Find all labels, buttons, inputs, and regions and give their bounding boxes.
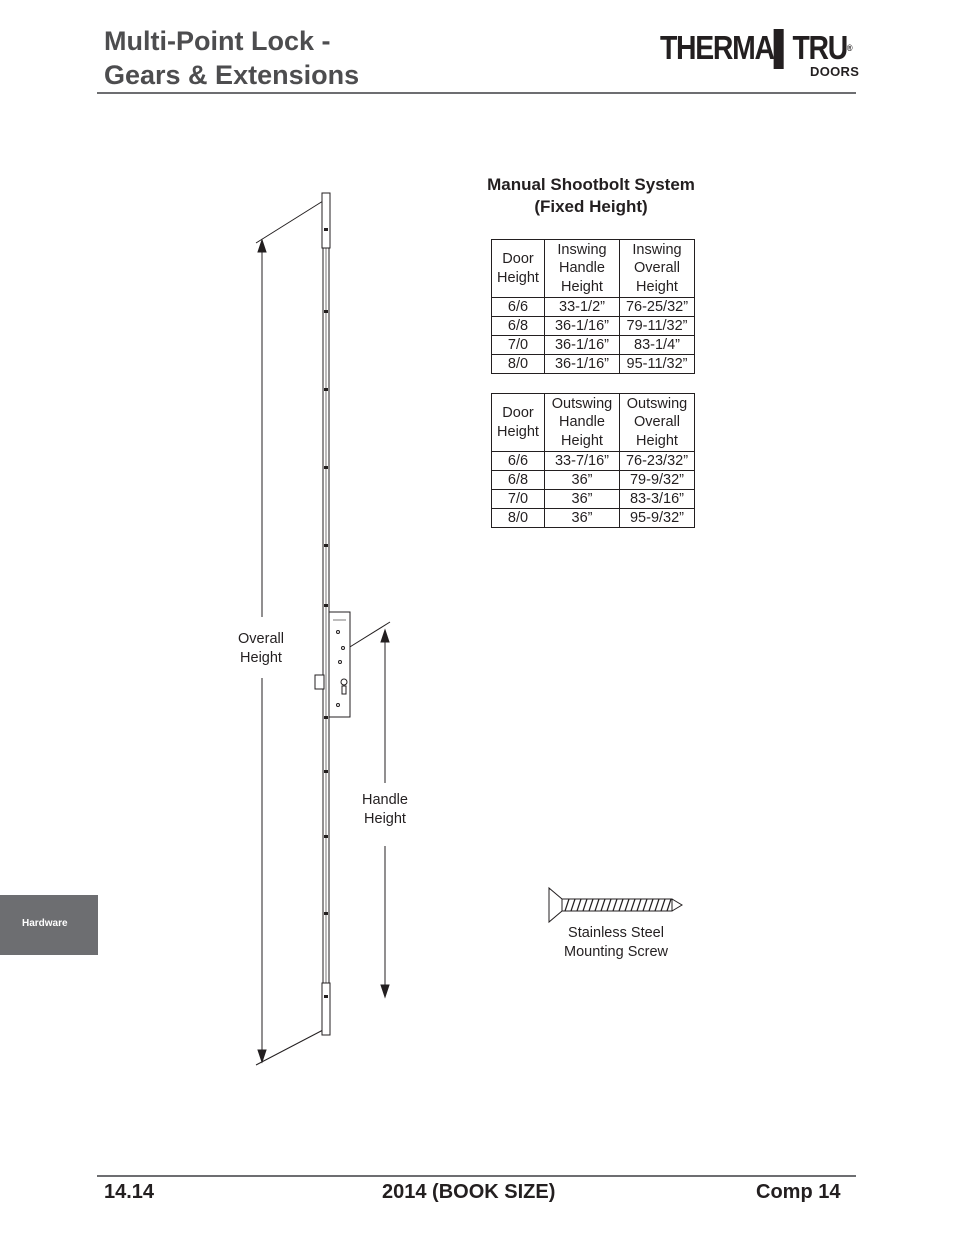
logo-word-text: THERMA▌TRU <box>660 29 847 66</box>
header-cell: Inswing Handle Height <box>545 240 620 298</box>
section-tab-label: Hardware <box>22 918 68 929</box>
section-code: Comp 14 <box>756 1181 841 1203</box>
table-cell: 76-25/32” <box>620 298 695 317</box>
logo-subtitle: DOORS <box>810 64 860 79</box>
header-cell: Outswing Handle Height <box>545 394 620 452</box>
table-cell: 6/8 <box>492 471 545 490</box>
page-title-line1: Multi-Point Lock - <box>104 26 331 56</box>
page-title-line2: Gears & Extensions <box>104 60 360 90</box>
table-cell: 8/0 <box>492 355 545 374</box>
table-cell: 36” <box>545 490 620 509</box>
table-cell: 33-1/2” <box>545 298 620 317</box>
table-cell: 36-1/16” <box>545 355 620 374</box>
table-cell: 8/0 <box>492 509 545 528</box>
registered-mark: ® <box>846 43 853 53</box>
table-cell: 95-9/32” <box>620 509 695 528</box>
table-cell: 76-23/32” <box>620 452 695 471</box>
table-cell: 36-1/16” <box>545 317 620 336</box>
table-cell: 6/6 <box>492 298 545 317</box>
overall-height-label: Overall Height <box>238 631 284 666</box>
table-cell: 33-7/16” <box>545 452 620 471</box>
table-cell: 36” <box>545 471 620 490</box>
header-cell: Door Height <box>492 394 545 452</box>
section-title-line2: (Fixed Height) <box>534 197 648 216</box>
section-tab-hardware[interactable] <box>0 895 98 955</box>
table-cell: 95-11/32” <box>620 355 695 374</box>
table-cell: 83-1/4” <box>620 336 695 355</box>
table-cell: 36” <box>545 509 620 528</box>
table-cell: 7/0 <box>492 336 545 355</box>
section-title-line1: Manual Shootbolt System <box>487 175 695 194</box>
screw-label: Stainless Steel Mounting Screw <box>564 925 668 960</box>
table-cell: 79-11/32” <box>620 317 695 336</box>
footer-divider <box>97 1175 856 1177</box>
table-cell: 6/8 <box>492 317 545 336</box>
table-cell: 7/0 <box>492 490 545 509</box>
header-cell: Door Height <box>492 240 545 298</box>
header-cell: Outswing Overall Height <box>620 394 695 452</box>
table-cell: 6/6 <box>492 452 545 471</box>
lock-bar <box>315 193 350 1035</box>
page-number: 14.14 <box>104 1181 155 1203</box>
header-cell: Inswing Overall Height <box>620 240 695 298</box>
mounting-screw-icon <box>549 888 682 922</box>
handle-height-label: Handle Height <box>362 792 408 827</box>
table-cell: 83-3/16” <box>620 490 695 509</box>
edition-label: 2014 (BOOK SIZE) <box>382 1181 556 1203</box>
table-cell: 36-1/16” <box>545 336 620 355</box>
table-cell: 79-9/32” <box>620 471 695 490</box>
